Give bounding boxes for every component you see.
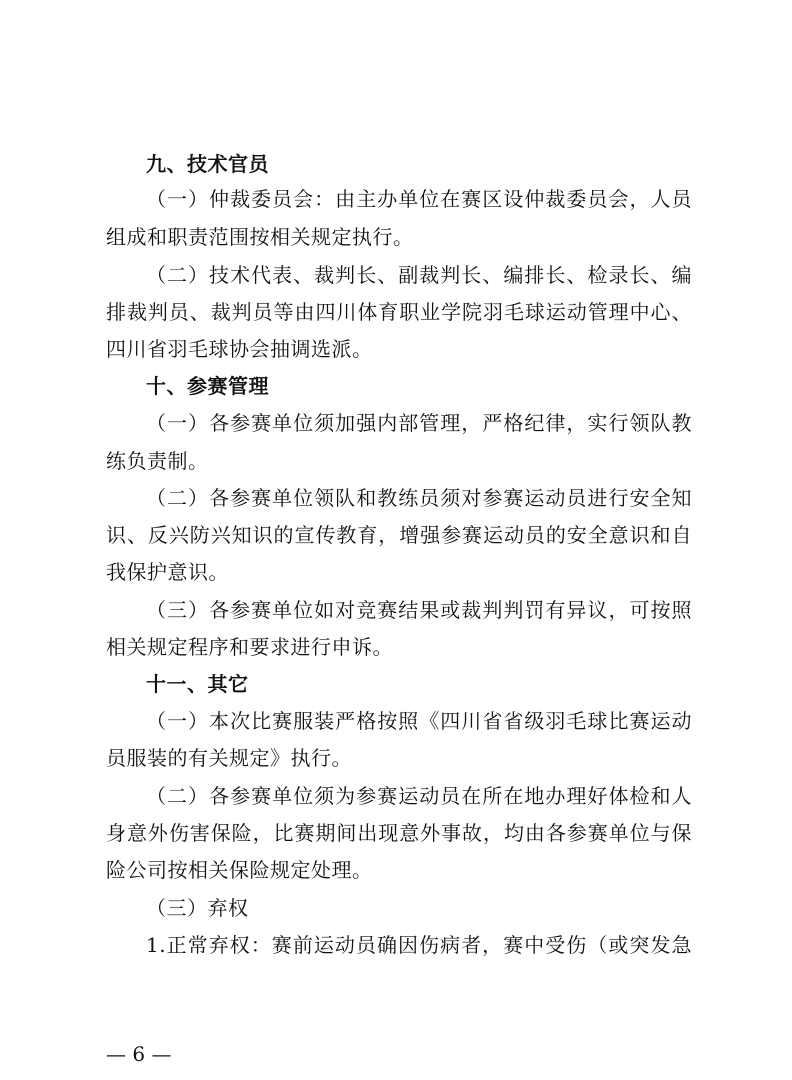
paragraph-line: 组成和职责范围按相关规定执行。 <box>106 225 414 249</box>
paragraph-line: 身意外伤害保险，比赛期间出现意外事故，均由各参赛单位与保 <box>106 821 692 845</box>
paragraph-line: 1.正常弃权：赛前运动员确因伤病者，赛中受伤（或突发急 <box>146 933 692 957</box>
paragraph-line: （一）各参赛单位须加强内部管理，严格纪律，实行领队教 <box>146 411 692 435</box>
subsection-heading-forfeit: （三）弃权 <box>146 896 249 920</box>
paragraph-line: 我保护意识。 <box>106 560 229 584</box>
section-heading-other: 十一、其它 <box>146 672 249 696</box>
paragraph-line: 员服装的有关规定》执行。 <box>106 746 352 770</box>
paragraph-line: （一）仲裁委员会：由主办单位在赛区设仲裁委员会，人员 <box>146 187 692 211</box>
paragraph-line: （二）各参赛单位领队和教练员须对参赛运动员进行安全知 <box>146 486 692 510</box>
paragraph-line: 相关规定程序和要求进行申诉。 <box>106 635 393 659</box>
paragraph-line: 险公司按相关保险规定处理。 <box>106 858 373 882</box>
paragraph-line: （二）技术代表、裁判长、副裁判长、编排长、检录长、编 <box>146 263 692 287</box>
paragraph-line: 练负责制。 <box>106 449 209 473</box>
paragraph-line: 排裁判员、裁判员等由四川体育职业学院羽毛球运动管理中心、 <box>106 300 692 324</box>
paragraph-line: （三）各参赛单位如对竞赛结果或裁判判罚有异议，可按照 <box>146 598 692 622</box>
paragraph-line: （二）各参赛单位须为参赛运动员在所在地办理好体检和人 <box>146 784 692 808</box>
page-number: — 6 — <box>106 1042 172 1066</box>
section-heading-participation-management: 十、参赛管理 <box>146 374 269 398</box>
section-heading-technical-officials: 九、技术官员 <box>146 152 269 176</box>
paragraph-line: 识、反兴防兴知识的宣传教育，增强参赛运动员的安全意识和自 <box>106 523 692 547</box>
paragraph-line: （一）本次比赛服装严格按照《四川省省级羽毛球比赛运动 <box>146 709 692 733</box>
paragraph-line: 四川省羽毛球协会抽调选派。 <box>106 337 373 361</box>
